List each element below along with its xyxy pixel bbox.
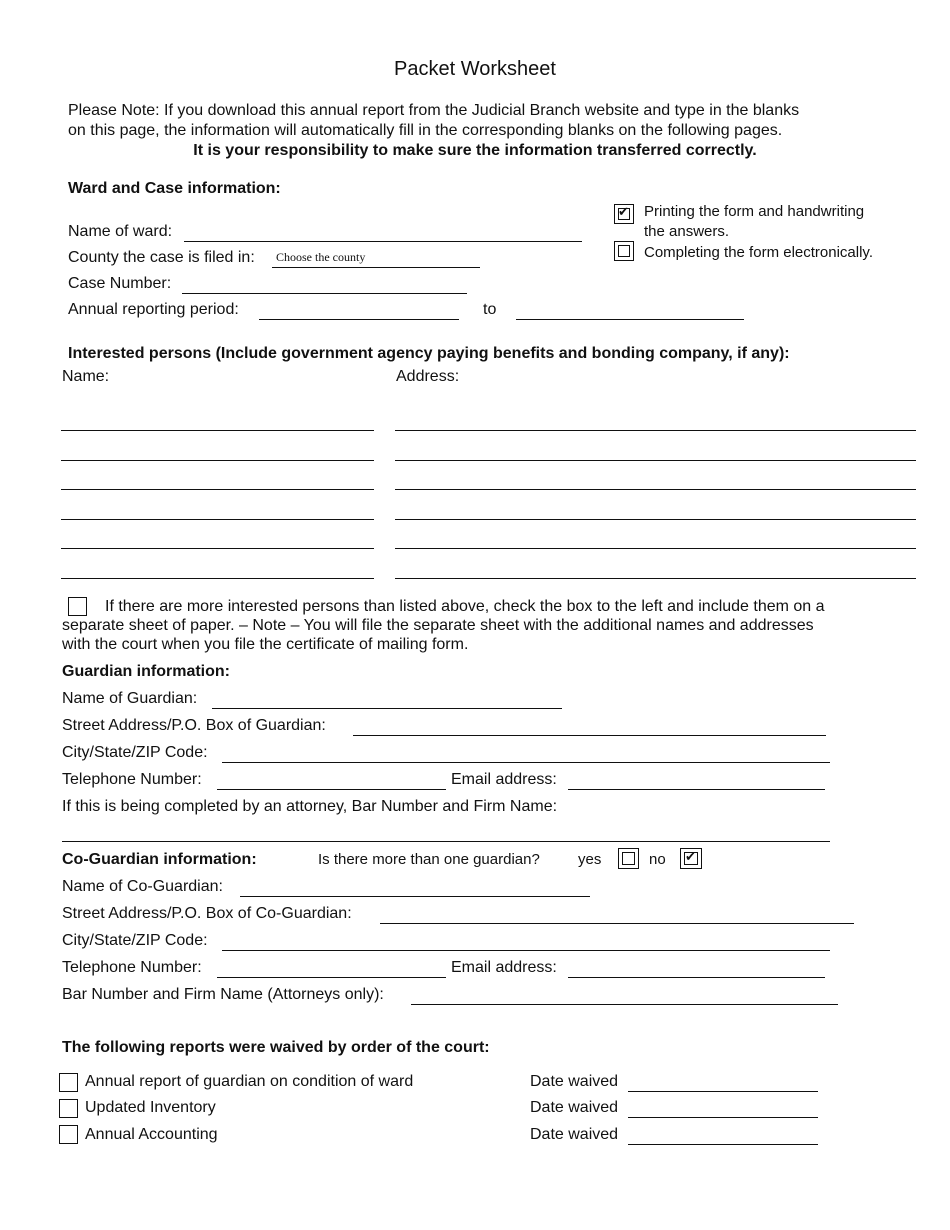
waived-inventory-date-field[interactable] — [628, 1097, 818, 1118]
waived-accounting-label: Annual Accounting — [85, 1126, 218, 1143]
coguardian-question: Is there more than one guardian? — [318, 851, 540, 868]
guardian-attorney-label: If this is being completed by an attorney, Bar Number and Firm Name: — [62, 798, 558, 815]
interested-name-4[interactable] — [61, 519, 374, 520]
waived-annual-report-label: Annual report of guardian on condition of ward — [85, 1073, 414, 1090]
waived-inventory-checkbox[interactable] — [59, 1099, 78, 1118]
guardian-street-field[interactable] — [353, 715, 826, 736]
interested-name-3[interactable] — [61, 489, 374, 490]
guardian-city-field[interactable] — [222, 742, 830, 763]
guardian-email-label: Email address: — [451, 771, 557, 788]
interested-address-3[interactable] — [395, 489, 916, 490]
more-persons-text-1: If there are more interested persons than listed above, check the box to the left and include them on a — [105, 598, 825, 615]
printing-checkbox[interactable] — [614, 204, 634, 224]
coguardian-email-field[interactable] — [568, 957, 825, 978]
guardian-city-label: City/State/ZIP Code: — [62, 744, 208, 761]
waived-accounting-date-label: Date waived — [530, 1126, 619, 1143]
coguardian-street-field[interactable] — [380, 903, 854, 924]
note-line-3: It is your responsibility to make sure the information transferred correctly. — [193, 142, 757, 159]
coguardian-heading: Co-Guardian information: — [62, 851, 257, 868]
waived-accounting-date-field[interactable] — [628, 1124, 818, 1145]
guardian-email-field[interactable] — [568, 769, 825, 790]
coguardian-phone-field[interactable] — [217, 957, 446, 978]
interested-name-2[interactable] — [61, 460, 374, 461]
guardian-phone-label: Telephone Number: — [62, 771, 202, 788]
coguardian-no-check-icon: ✔ — [685, 850, 696, 865]
waived-inventory-date-label: Date waived — [530, 1099, 619, 1116]
coguardian-city-label: City/State/ZIP Code: — [62, 932, 208, 949]
waived-annual-report-date-label: Date waived — [530, 1073, 619, 1090]
period-end-field[interactable] — [516, 299, 744, 320]
interested-name-5[interactable] — [61, 548, 374, 549]
interested-name-1[interactable] — [61, 430, 374, 431]
period-label: Annual reporting period: — [68, 301, 239, 318]
guardian-heading: Guardian information: — [62, 663, 230, 680]
guardian-street-label: Street Address/P.O. Box of Guardian: — [62, 717, 326, 734]
county-select-value: Choose the county — [276, 250, 366, 264]
county-select[interactable] — [272, 247, 480, 268]
electronic-checkbox-inner — [618, 245, 630, 257]
waived-annual-report-date-field[interactable] — [628, 1071, 818, 1092]
coguardian-bar-label: Bar Number and Firm Name (Attorneys only): — [62, 986, 384, 1003]
interested-address-1[interactable] — [395, 430, 916, 431]
coguardian-bar-field[interactable] — [411, 984, 838, 1005]
interested-address-6[interactable] — [395, 578, 916, 579]
coguardian-name-field[interactable] — [240, 876, 590, 897]
waived-heading: The following reports were waived by order of the court: — [62, 1039, 490, 1056]
interested-name-6[interactable] — [61, 578, 374, 579]
coguardian-yes-checkbox[interactable] — [618, 848, 639, 869]
ward-section-heading: Ward and Case information: — [68, 180, 281, 197]
guardian-phone-field[interactable] — [217, 769, 446, 790]
waived-accounting-checkbox[interactable] — [59, 1125, 78, 1144]
interested-address-2[interactable] — [395, 460, 916, 461]
coguardian-email-label: Email address: — [451, 959, 557, 976]
more-persons-text-3: with the court when you file the certificate of mailing form. — [62, 636, 469, 653]
waived-annual-report-checkbox[interactable] — [59, 1073, 78, 1092]
ward-name-label: Name of ward: — [68, 223, 173, 240]
printing-option-label-1: Printing the form and handwriting — [644, 203, 865, 220]
more-persons-checkbox[interactable] — [68, 597, 87, 616]
waived-inventory-label: Updated Inventory — [85, 1099, 216, 1116]
coguardian-city-field[interactable] — [222, 930, 830, 951]
printing-option-label-2: the answers. — [644, 223, 730, 240]
page-title: Packet Worksheet — [394, 58, 556, 80]
coguardian-name-label: Name of Co-Guardian: — [62, 878, 223, 895]
case-number-label: Case Number: — [68, 275, 172, 292]
interested-address-5[interactable] — [395, 548, 916, 549]
electronic-checkbox[interactable] — [614, 241, 634, 261]
coguardian-yes-checkbox-inner — [622, 852, 635, 865]
more-persons-text-2: separate sheet of paper. – Note – You will file the separate sheet with the additional names and addresses — [62, 617, 814, 634]
coguardian-yes-label: yes — [578, 851, 602, 868]
coguardian-street-label: Street Address/P.O. Box of Co-Guardian: — [62, 905, 352, 922]
guardian-name-label: Name of Guardian: — [62, 690, 198, 707]
note-line-1: Please Note: If you download this annual report from the Judicial Branch website and type in the blanks — [68, 102, 800, 119]
case-number-field[interactable] — [182, 273, 467, 294]
interested-address-col: Address: — [396, 368, 460, 385]
period-start-field[interactable] — [259, 299, 459, 320]
printing-check-icon: ✔ — [618, 205, 629, 220]
guardian-name-field[interactable] — [212, 688, 562, 709]
coguardian-no-checkbox[interactable] — [680, 848, 702, 869]
interested-name-col: Name: — [62, 368, 110, 385]
guardian-attorney-field[interactable] — [62, 821, 830, 842]
interested-address-4[interactable] — [395, 519, 916, 520]
coguardian-phone-label: Telephone Number: — [62, 959, 202, 976]
electronic-option-label: Completing the form electronically. — [644, 244, 873, 261]
period-to-label: to — [483, 301, 497, 318]
interested-heading: Interested persons (Include government agency paying benefits and bonding company, if any): — [68, 345, 790, 362]
note-line-2: on this page, the information will automatically fill in the corresponding blanks on the following pages. — [68, 122, 783, 139]
county-label: County the case is filed in: — [68, 249, 255, 266]
ward-name-field[interactable] — [184, 221, 582, 242]
coguardian-no-label: no — [649, 851, 666, 868]
